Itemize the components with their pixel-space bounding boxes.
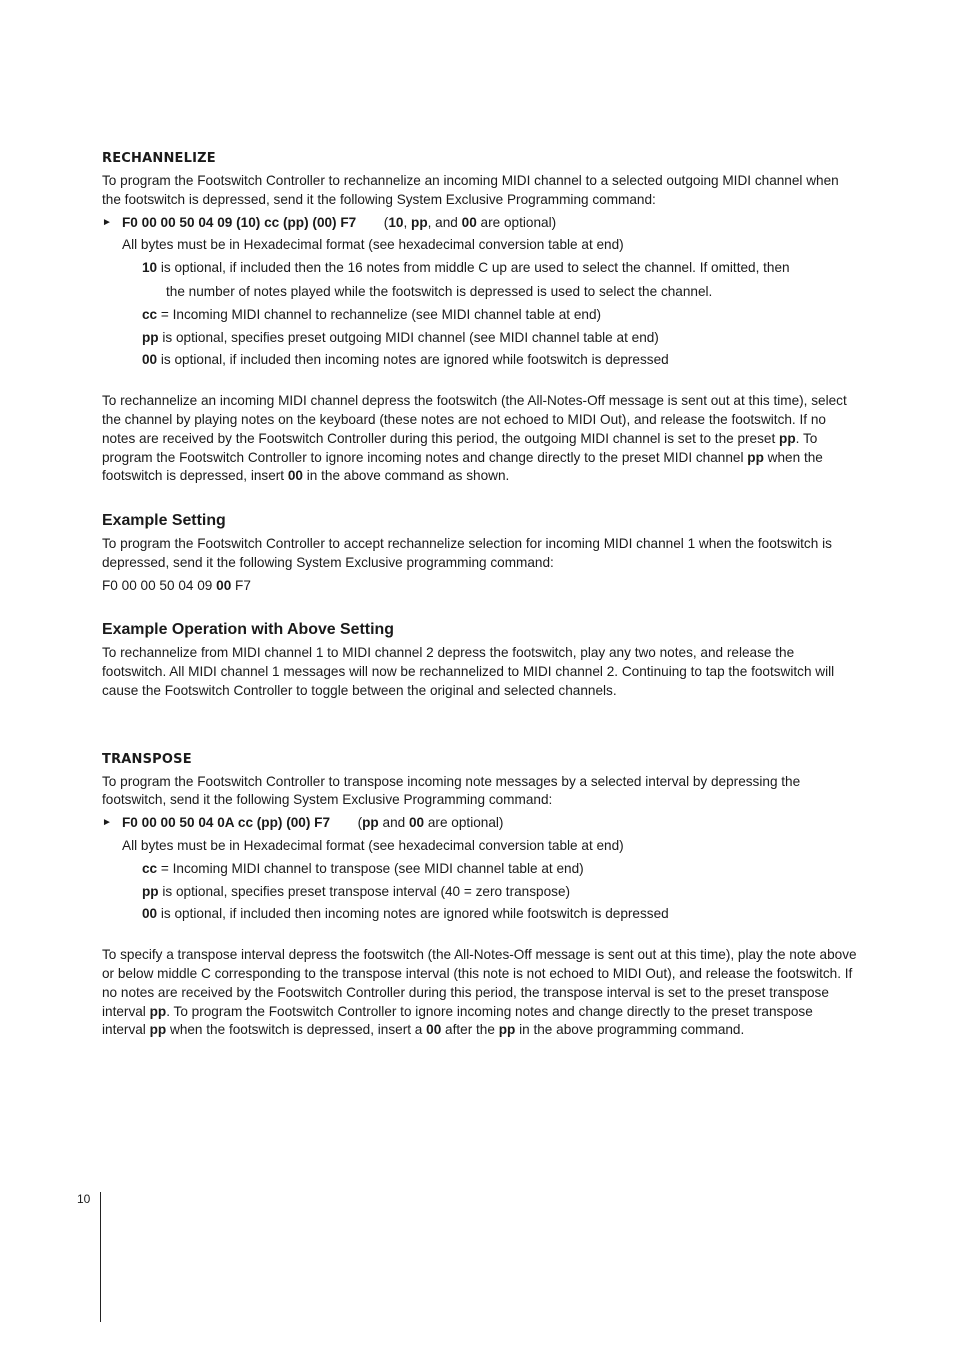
transpose-command: F0 00 00 50 04 0A cc (pp) (00) F7 [122, 815, 331, 831]
transpose-item-cc: cc = Incoming MIDI channel to transpose (see MIDI channel table at end) [142, 860, 584, 876]
rechannelize-item-10: 10 is optional, if included then the 16 notes from middle C up are used to select the channel. If omitted, then the number of notes played while the footswitch is depressed is used to select the channel. [142, 260, 790, 299]
transpose-heading: TRANSPOSE [102, 751, 192, 767]
example-operation-text: To rechannelize from MIDI channel 1 to MIDI channel 2 depress the footswitch, play any two notes, and release the footswitch. All MIDI channel 1 messages will now be rechannelized to MIDI channel 2. Continuing to tap the footswitch will cause the Footswitch Controller to toggle between the original and selected channels. [102, 645, 835, 698]
rechannelize-item-cc: cc = Incoming MIDI channel to rechannelize (see MIDI channel table at end) [142, 306, 602, 322]
transpose-intro: To program the Footswitch Controller to transpose incoming note messages by a selected interval by depressing the footswitch, send it the following System Exclusive Programming command: [102, 773, 801, 808]
example-setting-heading: Example Setting [102, 512, 226, 530]
page-number: 10 [77, 1192, 91, 1206]
transpose-optional-note: (pp and 00 are optional) [357, 815, 504, 831]
rechannelize-intro: To program the Footswitch Controller to rechannelize an incoming MIDI channel to a selected outgoing MIDI channel when the footswitch is depressed, send it the following System Exclusive Programming command: [102, 173, 839, 207]
rechannelize-command-line [102, 214, 858, 233]
rechannelize-heading: RECHANNELIZE [102, 151, 216, 166]
example-setting-text: To program the Footswitch Controller to accept rechannelize selection for incoming MIDI channel 1 when the footswitch is depressed, send it the following System Exclusive programming command: [102, 535, 832, 570]
transpose-item-00: 00 is optional, if included then incoming notes are ignored while footswitch is depressed [142, 906, 669, 922]
triangle-bullet-icon: ► [102, 817, 112, 829]
example-setting-code: F0 00 00 50 04 09 00 F7 [102, 577, 251, 593]
rechannelize-item-00: 00 is optional, if included then incoming notes are ignored while footswitch is depressed [142, 352, 669, 368]
triangle-bullet-icon: ► [102, 216, 112, 228]
rechannelize-hex-note: All bytes must be in Hexadecimal format (see hexadecimal conversion table at end) [122, 237, 624, 253]
transpose-command-line [102, 814, 858, 833]
page-content [102, 150, 858, 1040]
transpose-hex-note: All bytes must be in Hexadecimal format (see hexadecimal conversion table at end) [122, 837, 624, 853]
example-operation-heading: Example Operation with Above Setting [102, 621, 394, 639]
rechannelize-optional-note: (10, pp, and 00 are optional) [383, 214, 557, 230]
transpose-item-pp: pp is optional, specifies preset transpose interval (40 = zero transpose) [142, 883, 571, 899]
rechannelize-command: F0 00 00 50 04 09 (10) cc (pp) (00) F7 [122, 214, 357, 230]
transpose-explanation: To specify a transpose interval depress the footswitch (the All-Notes-Off message is sent out at this time), play the note above or below middle C corresponding to the transpose interval (this note is not echoed to MIDI Out), and release the footswitch. If no notes are received by the Footswitch Controller during this period, the transpose interval is set to the preset transpose interval pp. To program the Footswitch Controller to ignore incoming notes and change directly to the preset transpose interval pp when the footswitch is depressed, insert a 00 after the pp in the above programming command. [102, 947, 857, 1038]
rechannelize-explanation: To rechannelize an incoming MIDI channel depress the footswitch (the All-Notes-Off message is sent out at this time), select the channel by playing notes on the keyboard (these notes are not echoed to MIDI Out), and release the footswitch. If no notes are received by the Footswitch Controller during this period, the outgoing MIDI channel is set to the preset pp. To program the Footswitch Controller to ignore incoming notes and change directly to the preset MIDI channel pp when the footswitch is depressed, insert 00 in the above command as shown. [102, 393, 847, 484]
margin-rule [100, 1192, 101, 1322]
rechannelize-item-pp: pp is optional, specifies preset outgoing MIDI channel (see MIDI channel table at end) [142, 329, 659, 345]
